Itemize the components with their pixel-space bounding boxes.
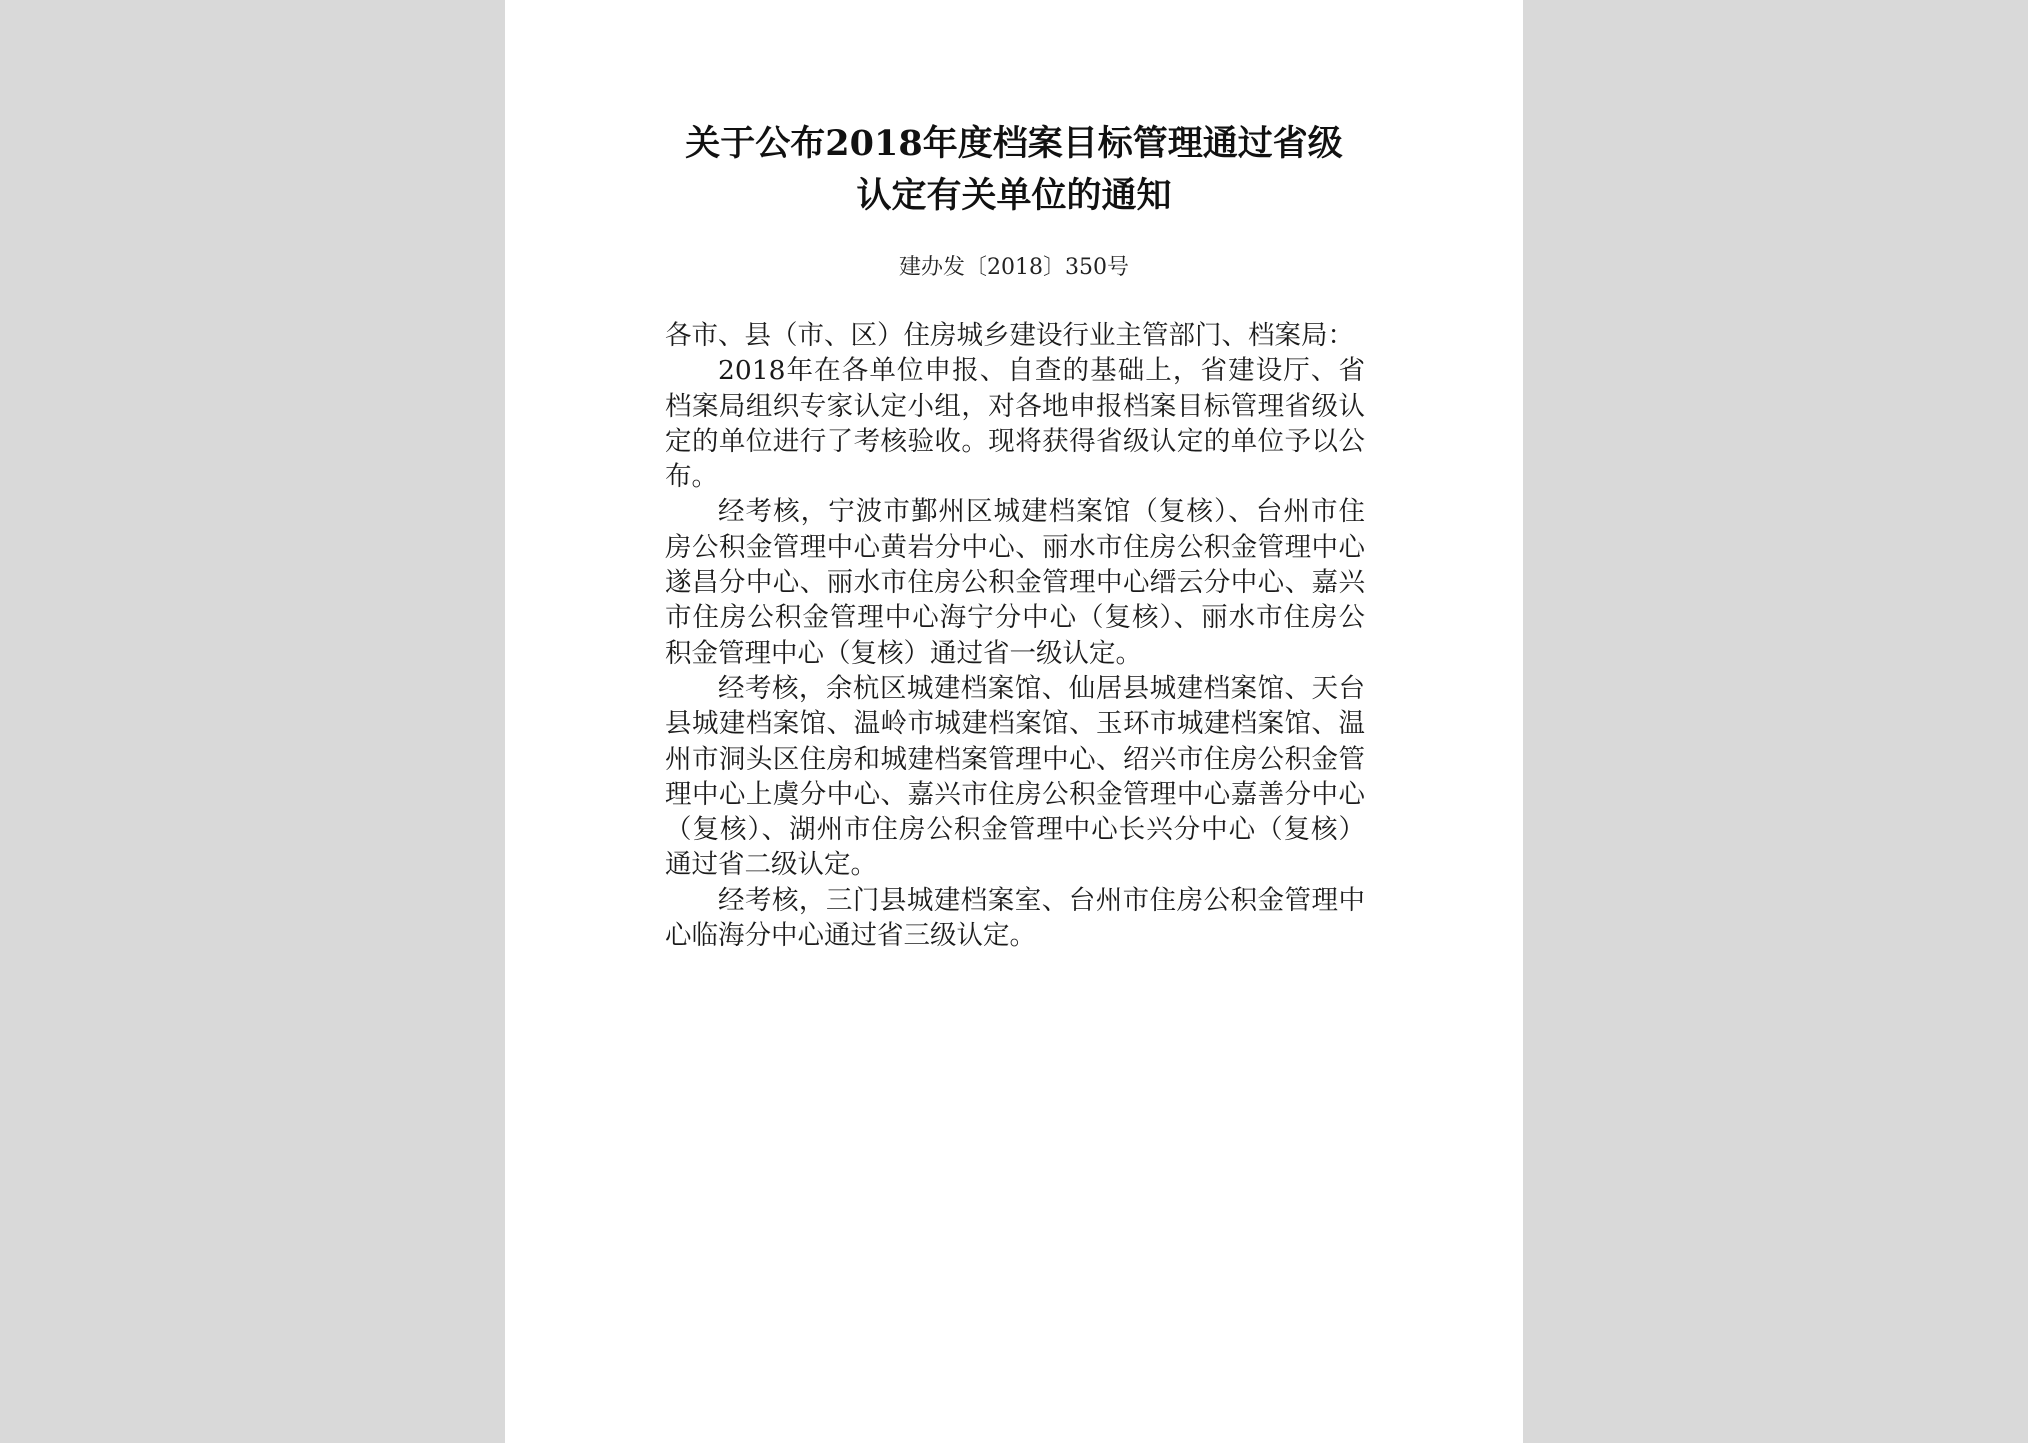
document-title [505,118,1523,222]
document-page [505,0,1523,1443]
document-title-line-2: 认定有关单位的通知 [856,175,1172,216]
document-title-line-1: 关于公布2018年度档案目标管理通过省级 [685,123,1343,164]
paragraph-level-two: 经考核，余杭区城建档案馆、仙居县城建档案馆、天台县城建档案馆、温岭市城建档案馆、玉环市城建档案馆、温州市洞头区住房和城建档案管理中心、绍兴市住房公积金管理中心上虞分中心、嘉兴市住房公积金管理中心嘉善分中心（复核）、湖州市住房公积金管理中心长兴分中心（复核）通过省二级认定。 [665,672,1365,881]
document-body [665,318,1365,953]
document-number: 建办发〔2018〕350号 [899,255,1129,280]
paragraph-level-one: 经考核，宁波市鄞州区城建档案馆（复核）、台州市住房公积金管理中心黄岩分中心、丽水市住房公积金管理中心遂昌分中心、丽水市住房公积金管理中心缙云分中心、嘉兴市住房公积金管理中心海宁分中心（复核）、丽水市住房公积金管理中心（复核）通过省一级认定。 [665,496,1365,669]
paragraph-level-three: 经考核，三门县城建档案室、台州市住房公积金管理中心临海分中心通过省三级认定。 [665,884,1365,952]
paragraph-intro: 2018年在各单位申报、自查的基础上，省建设厅、省档案局组织专家认定小组，对各地申报档案目标管理省级认定的单位进行了考核验收。现将获得省级认定的单位予以公布。 [665,355,1365,493]
salutation: 各市、县（市、区）住房城乡建设行业主管部门、档案局： [665,320,1354,351]
